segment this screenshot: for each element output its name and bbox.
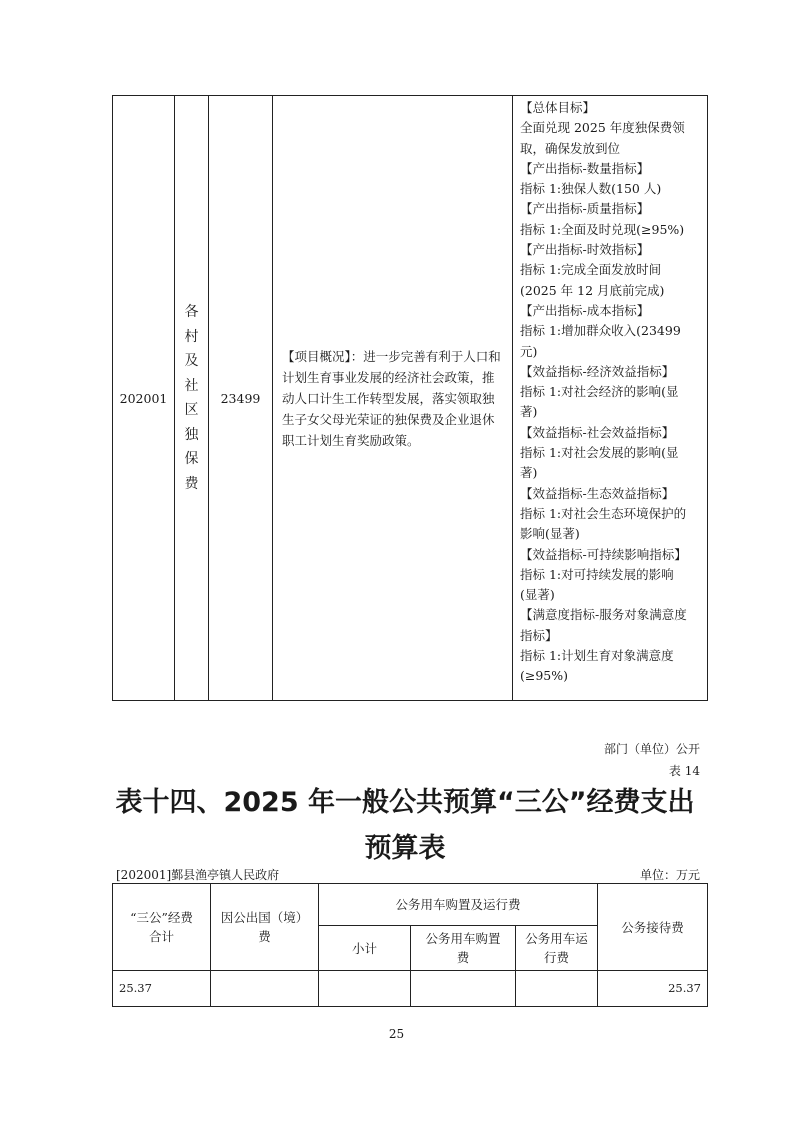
goal-line: 指标 1:全面及时兑现(≥95%)	[520, 221, 685, 237]
goal-line: 【效益指标-经济效益指标】	[520, 363, 675, 379]
goal-line: 【产出指标-时效指标】	[520, 242, 650, 258]
project-name	[185, 300, 199, 496]
project-name-char: 及	[184, 353, 199, 369]
header-subtotal: 小计	[319, 926, 411, 971]
goal-line: 指标】	[520, 627, 558, 643]
project-name-char: 区	[184, 402, 199, 418]
header-vehicle: 公务用车购置及运行费	[319, 884, 598, 926]
goal-line: 【满意度指标-服务对象满意度	[520, 607, 687, 623]
header-purchase: 公务用车购置 费	[411, 926, 516, 971]
project-table	[112, 95, 708, 701]
title-line-1: 表十四、2025 年一般公共预算“三公”经费支出	[115, 787, 695, 818]
goal-line: 【效益指标-生态效益指标】	[520, 485, 675, 501]
goal-line: 指标 1:完成全面发放时间	[520, 262, 662, 278]
goal-line: 指标 1:对社会生态环境保护的	[520, 505, 687, 521]
header-total: “三公”经费 合计	[113, 884, 211, 971]
project-amount: 23499	[209, 96, 273, 701]
project-name-char: 各	[184, 304, 199, 320]
goal-line: 影响(显著)	[520, 526, 580, 542]
goal-line: 指标 1:对可持续发展的影响	[520, 566, 674, 582]
project-code: 202001	[113, 96, 175, 701]
title-line-2: 预算表	[364, 833, 446, 864]
page-title	[100, 780, 710, 872]
goal-line: 指标 1:对社会发展的影响(显	[520, 445, 679, 461]
project-overview: 【项目概况】：进一步完善有利于人口和计划生育事业发展的经济社会政策，推动人口计生工作转型发展，落实领取独生子女父母光荣证的独保费及企业退休职工计划生育奖励政策。	[273, 96, 513, 701]
goal-line: 【总体目标】	[520, 100, 596, 115]
goal-line: 取，确保发放到位	[520, 140, 621, 156]
project-name-char: 村	[184, 328, 199, 345]
goal-line: 【效益指标-可持续影响指标】	[520, 546, 687, 562]
performance-goals	[513, 96, 708, 701]
goal-line: 【产出指标-质量指标】	[520, 201, 650, 217]
goal-line: 指标 1:独保人数(150 人)	[520, 181, 662, 197]
project-name-char: 费	[184, 475, 199, 492]
unit-name: [202001]鄞县渔亭镇人民政府	[116, 868, 280, 882]
page-number: 25	[388, 1027, 405, 1041]
goal-line: 【效益指标-社会效益指标】	[520, 424, 675, 440]
table-row	[113, 971, 708, 1007]
cell-subtotal	[319, 971, 411, 1007]
goal-line: 全面兑现 2025 年度独保费领	[520, 120, 685, 136]
cell-reception: 25.37	[598, 971, 708, 1007]
unit-label: 单位：万元	[639, 868, 700, 882]
goal-line: 著)	[520, 465, 538, 481]
table-number: 表 14	[668, 764, 700, 778]
goal-line: 指标 1:对社会经济的影响(显	[520, 384, 679, 400]
cell-running	[516, 971, 598, 1007]
goal-line: 著)	[520, 404, 538, 420]
goal-line: 指标 1:计划生育对象满意度	[520, 648, 674, 664]
goal-line: 【产出指标-数量指标】	[520, 160, 650, 176]
cell-total: 25.37	[113, 971, 211, 1007]
project-name-char: 独	[184, 426, 199, 443]
header-reception: 公务接待费	[598, 884, 708, 971]
cell-purchase	[411, 971, 516, 1007]
header-abroad: 因公出国（境） 费	[211, 884, 319, 971]
goal-line: 指标 1:增加群众收入(23499	[520, 323, 681, 339]
sangong-table	[112, 883, 708, 1007]
goal-line: (2025 年 12 月底前完成)	[520, 282, 665, 298]
goal-line: (显著)	[520, 587, 555, 603]
cell-abroad	[211, 971, 319, 1007]
project-name-char: 保	[184, 451, 199, 467]
goal-line: (≥95%)	[520, 668, 569, 684]
dept-public-label: 部门（单位）公开	[603, 742, 700, 756]
header-running: 公务用车运 行费	[516, 926, 598, 971]
project-name-char: 社	[184, 377, 199, 394]
goal-line: 元)	[520, 343, 538, 359]
goal-line: 【产出指标-成本指标】	[520, 302, 650, 318]
